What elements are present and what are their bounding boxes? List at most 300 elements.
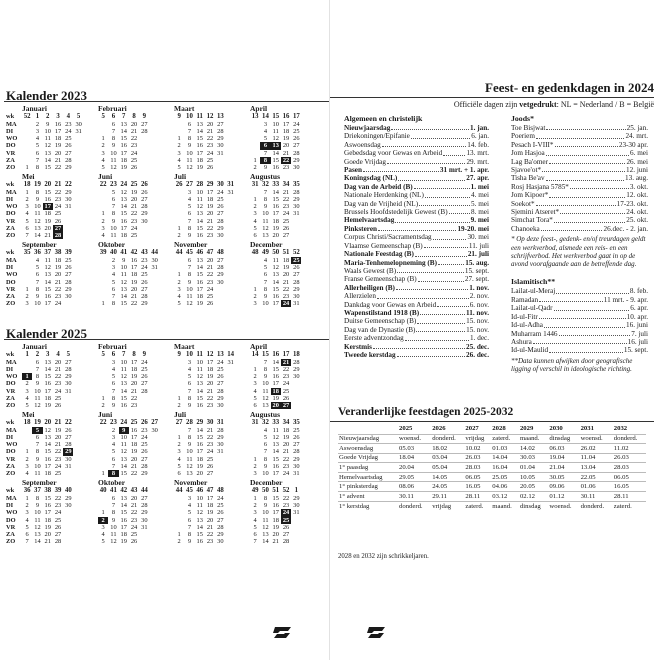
day-cell: 8: [263, 285, 268, 293]
day-cell: 15: [120, 394, 127, 402]
week-column: [149, 257, 159, 307]
day-cell: 16: [196, 441, 203, 449]
holiday-date: 11. nov.: [466, 308, 489, 317]
week-column: [63, 427, 73, 477]
day-cell: 25: [65, 257, 72, 265]
month-name-spacer: [6, 478, 22, 487]
date-cell: 25.05: [491, 472, 519, 482]
holiday-item: [511, 124, 648, 132]
day-cell: 4: [263, 257, 268, 265]
day-cell: 20: [130, 380, 138, 388]
date-cell: 01.12: [548, 492, 579, 502]
day-cell: 17: [130, 264, 138, 272]
holiday-item: [344, 267, 489, 275]
day-cell: [98, 359, 108, 366]
day-cell: 21: [206, 387, 214, 395]
day-cell: 6: [187, 210, 192, 218]
day-cell: 3: [253, 509, 257, 517]
day-cell: 20: [54, 149, 62, 157]
week-column: [260, 427, 270, 477]
dot-leader: [397, 267, 464, 273]
day-cell: 2: [177, 232, 181, 240]
day-cell: 12: [196, 373, 203, 381]
day-cell: [98, 203, 108, 210]
week-column: [184, 257, 194, 307]
day-cell: 11: [44, 135, 51, 143]
week-column: [195, 495, 205, 545]
day-cell: 29: [217, 394, 224, 402]
day-cell: 4: [101, 232, 105, 240]
day-cell: 13: [196, 120, 203, 128]
week-column: [63, 257, 73, 307]
day-cell: 22: [206, 530, 214, 538]
day-cell: 26: [293, 264, 300, 272]
day-cell: 16: [44, 380, 51, 388]
day-cell: 1: [101, 394, 105, 402]
dot-leader: [387, 158, 465, 164]
day-cell: 10: [110, 523, 117, 531]
day-cell: 28: [54, 538, 62, 546]
day-grid: [98, 257, 174, 307]
day-cell: 16: [120, 217, 127, 225]
week-column: [98, 495, 108, 545]
day-cell: 6: [111, 120, 116, 128]
week-number: 1: [35, 113, 40, 120]
day-cell: [139, 164, 149, 171]
day-cell: 29: [141, 470, 148, 478]
day-cell: [174, 189, 184, 196]
week-number: 49: [251, 487, 259, 495]
day-cell: 26: [206, 163, 214, 171]
holiday-name: Pesach I-VIII*: [511, 140, 554, 149]
day-cell: [98, 279, 108, 286]
week-column: [174, 121, 184, 171]
day-cell: 12: [262, 523, 269, 531]
dot-leader: [438, 259, 464, 265]
week-number: 5: [66, 351, 71, 358]
holiday-name: Jom Kipoer*: [511, 191, 549, 200]
day-cell: [73, 150, 83, 157]
holiday-date: 17-23. okt.: [616, 199, 648, 208]
table-row: [338, 501, 646, 511]
week-column: [119, 495, 129, 545]
week-number-row: [250, 487, 326, 495]
holiday-day-cell: 5: [32, 427, 42, 434]
week-number: 45: [186, 249, 193, 257]
month-name: December: [250, 240, 283, 250]
month-name: April: [250, 104, 268, 113]
day-cell: 23: [206, 441, 214, 449]
day-cell: 9: [263, 203, 268, 211]
holiday-date: 10. apr.: [626, 312, 648, 321]
day-cell: 23: [206, 278, 214, 286]
week-column: [215, 189, 225, 239]
day-cell: 28: [282, 538, 290, 546]
week-column: [98, 359, 108, 409]
day-cell: 30: [217, 278, 224, 286]
day-cell: 23: [282, 462, 290, 470]
day-cell: 30: [65, 455, 72, 463]
day-cell: [22, 271, 32, 278]
holiday-date: 15. nov.: [466, 325, 489, 334]
day-cell: 8: [111, 210, 116, 218]
day-cell: 16: [272, 502, 279, 510]
holiday-date: 7. juli: [631, 329, 648, 338]
day-cell: [98, 463, 108, 470]
date-cell: 24.05: [431, 482, 464, 492]
day-cell: 16: [130, 426, 138, 434]
week-number: 36: [23, 487, 31, 495]
day-cell: 5: [263, 135, 268, 143]
week-column: [174, 427, 184, 477]
dot-leader: [449, 208, 470, 214]
week-number: 9: [142, 113, 147, 120]
holiday-name: Aswoensdag: [344, 140, 381, 149]
week-number: 9: [177, 113, 181, 120]
holiday-date: 9. mei: [470, 216, 489, 225]
day-cell: 9: [187, 401, 192, 409]
date-cell: dinsdag: [548, 434, 579, 444]
day-grid: [250, 427, 326, 477]
week-number: 33: [272, 181, 280, 189]
date-cell: 14.04: [491, 453, 519, 463]
day-cell: 22: [54, 495, 62, 503]
month-block: [98, 104, 174, 171]
year-header: 2027: [465, 425, 479, 433]
day-cell: 26: [54, 217, 62, 225]
day-cell: 8: [111, 135, 116, 143]
day-cell: 3: [25, 509, 29, 517]
day-label: ZO: [6, 163, 16, 171]
week-column: [291, 121, 301, 171]
day-cell: [63, 402, 73, 409]
holiday-date: 6. nov.: [469, 300, 489, 309]
dot-leader: [559, 330, 631, 336]
holiday-day-cell: 8: [260, 157, 270, 164]
day-cell: 16: [120, 516, 127, 524]
holiday-name: Chanoeka: [511, 224, 540, 233]
week-column: [22, 427, 32, 477]
day-cell: [174, 128, 184, 135]
day-cell: 5: [187, 203, 192, 211]
day-cell: 29: [293, 285, 300, 293]
day-cell: [139, 225, 149, 232]
week-column: [149, 427, 159, 477]
date-cell: 01.03: [491, 444, 519, 454]
month-name: November: [174, 240, 208, 250]
day-cell: 28: [141, 292, 148, 300]
day-cell: 3: [25, 300, 29, 308]
week-column: [205, 359, 215, 409]
week-number: 26: [140, 419, 148, 427]
day-cell: 27: [54, 530, 62, 538]
day-cell: 7: [263, 149, 268, 157]
day-cell: 7: [253, 538, 257, 546]
day-cell: 17: [130, 434, 138, 442]
day-cell: 22: [130, 470, 138, 478]
holiday-name: Hemelvaartsdag: [344, 216, 395, 225]
day-cell: 18: [130, 271, 138, 279]
day-cell: 2: [253, 163, 257, 171]
holiday-day-cell: 25: [282, 516, 290, 524]
week-column: [205, 189, 215, 239]
day-cell: [225, 366, 235, 373]
day-cell: 10: [186, 285, 193, 293]
day-cell: 8: [35, 373, 40, 381]
day-cell: 29: [293, 365, 300, 373]
day-cell: 5: [35, 142, 40, 150]
day-cell: 18: [44, 470, 51, 478]
day-cell: 1: [25, 495, 29, 503]
week-number-row: [250, 419, 326, 427]
day-cell: 14: [44, 441, 51, 449]
day-cell: 15: [196, 224, 203, 232]
day-cell: 10: [120, 434, 127, 442]
week-number: 38: [44, 487, 52, 495]
week-number: 30: [206, 419, 214, 427]
day-cell: 20: [54, 271, 62, 279]
day-cell: 3: [111, 264, 116, 272]
week-number: 13: [216, 351, 224, 358]
week-number: 52: [23, 113, 31, 120]
day-cell: 15: [196, 434, 203, 442]
week-number: 22: [64, 419, 72, 427]
day-cell: [22, 359, 32, 366]
day-label: DI: [6, 434, 14, 442]
holiday-item: [344, 292, 489, 300]
week-number: 31: [216, 419, 224, 427]
day-label: MA: [6, 120, 17, 128]
day-cell: 30: [151, 426, 158, 434]
dot-leader: [536, 132, 624, 138]
day-cell: 7: [263, 278, 268, 286]
holiday-item: [511, 191, 648, 199]
day-cell: [98, 366, 108, 373]
day-cell: 30: [293, 203, 300, 211]
day-cell: 11: [120, 271, 127, 279]
day-cell: 28: [141, 127, 148, 135]
day-cell: 2: [177, 538, 181, 546]
day-cell: [225, 388, 235, 395]
month-name: April: [250, 342, 268, 351]
week-column: [22, 121, 32, 171]
holiday-item: [344, 309, 489, 317]
day-cell: 6: [177, 470, 181, 478]
day-cell: 10: [262, 300, 269, 308]
subtitle-text: Officiële dagen zijn: [453, 100, 520, 109]
week-column: [281, 495, 291, 545]
day-cell: 5: [263, 264, 268, 272]
day-cell: 29: [217, 224, 224, 232]
week-column: [250, 121, 260, 171]
holiday-day-cell: 13: [272, 142, 279, 150]
calendar-title: Kalender 2025: [6, 326, 88, 341]
day-cell: [73, 135, 83, 142]
week-number: 5: [76, 113, 81, 120]
day-cell: [149, 279, 159, 286]
day-cell: 23: [282, 292, 290, 300]
day-cell: 13: [196, 516, 203, 524]
week-number: 35: [292, 181, 300, 189]
day-cell: 6: [111, 380, 116, 388]
day-cell: [225, 210, 235, 217]
day-cell: 19: [130, 278, 138, 286]
week-column: [215, 359, 225, 409]
day-cell: 31: [293, 210, 300, 218]
day-cell: [149, 271, 159, 278]
date-cell: 08.06: [398, 482, 431, 492]
day-cell: 10: [196, 188, 203, 196]
day-cell: 9: [35, 455, 40, 463]
week-column: [43, 427, 53, 477]
day-cell: 10: [272, 120, 279, 128]
holiday-date: 26. mei: [626, 157, 648, 166]
holiday-item: [344, 141, 489, 149]
month-name: Augustus: [250, 410, 281, 420]
day-cell: 30: [293, 462, 300, 470]
day-cell: 3: [177, 448, 181, 456]
week-number: 41: [120, 249, 128, 257]
joods-list: [511, 115, 648, 373]
day-cell: 8: [35, 495, 40, 503]
day-cell: 31: [151, 264, 158, 272]
day-cell: 31: [227, 188, 234, 196]
day-cell: [63, 470, 73, 477]
day-cell: 22: [54, 285, 62, 293]
day-cell: 1: [177, 394, 181, 402]
holiday-date: 16. juni: [626, 321, 648, 330]
date-cell: 03.12: [491, 492, 519, 502]
day-cell: 21: [282, 149, 290, 157]
month-block: [98, 240, 174, 307]
week-number-row: [22, 487, 98, 495]
month-name: December: [250, 478, 283, 488]
day-cell: 7: [111, 387, 116, 395]
day-cell: 4: [177, 292, 181, 300]
week-label: wk: [6, 113, 15, 120]
day-cell: [63, 395, 73, 402]
day-cell: 30: [141, 217, 148, 225]
day-cell: 21: [282, 448, 290, 456]
day-cell: 26: [54, 523, 62, 531]
day-cell: [174, 517, 184, 524]
week-number: 23: [110, 419, 117, 427]
month-name-spacer: [6, 410, 22, 419]
day-cell: 2: [25, 196, 29, 204]
week-column: [260, 189, 270, 239]
week-column: [22, 189, 32, 239]
dot-leader: [536, 200, 616, 206]
day-cell: 9: [111, 516, 116, 524]
day-cell: 22: [54, 188, 62, 196]
day-cell: [174, 380, 184, 387]
holiday-item: [344, 343, 489, 351]
day-cell: 1: [25, 448, 29, 456]
holiday-date: 11. juli: [468, 241, 489, 250]
day-cell: 21: [54, 441, 62, 449]
week-number: 17: [292, 113, 300, 120]
date-cell: 01.04: [519, 463, 548, 473]
holiday-day-cell: 24: [282, 509, 290, 517]
day-cell: 23: [282, 502, 290, 510]
day-cell: [225, 395, 235, 402]
day-labels: [6, 342, 22, 409]
day-cell: 14: [120, 462, 127, 470]
day-cell: 20: [196, 470, 203, 478]
day-cell: 28: [141, 203, 148, 211]
week-column: [281, 257, 291, 307]
day-cell: [22, 142, 32, 149]
day-cell: [98, 388, 108, 395]
dot-leader: [542, 166, 625, 172]
holiday-item: [344, 275, 489, 283]
date-cell: 09.06: [548, 482, 579, 492]
day-cell: [98, 293, 108, 300]
week-column: [205, 121, 215, 171]
day-cell: 23: [54, 380, 62, 388]
day-cell: [22, 257, 32, 264]
day-cell: 14: [44, 156, 51, 164]
date-cell: 03.04: [431, 453, 464, 463]
dot-leader: [546, 124, 625, 130]
day-cell: 7: [111, 203, 116, 211]
day-cell: 26: [282, 523, 290, 531]
day-cell: 19: [120, 163, 127, 171]
holiday-item: [344, 216, 489, 224]
day-label: VR: [6, 217, 16, 225]
day-cell: [149, 448, 159, 455]
week-number: 29: [206, 181, 214, 189]
day-grid: [174, 427, 250, 477]
week-number: 16: [272, 351, 280, 358]
day-cell: [291, 225, 301, 232]
holiday-date: 1. nov.: [469, 283, 489, 292]
day-cell: 8: [35, 448, 40, 456]
week-column: [250, 189, 260, 239]
week-number-row: [22, 113, 98, 121]
day-cell: 19: [44, 401, 51, 409]
day-cell: 29: [65, 188, 72, 196]
day-cell: 30: [217, 538, 224, 546]
month-block: [250, 478, 326, 545]
day-cell: [215, 456, 225, 463]
day-cell: 26: [65, 264, 72, 272]
day-cell: [291, 517, 301, 524]
day-cell: 15: [44, 163, 51, 171]
day-cell: 22: [282, 196, 290, 204]
day-cell: 19: [54, 142, 62, 150]
day-cell: 20: [206, 210, 214, 218]
day-grid: [250, 121, 326, 171]
week-column: [184, 427, 194, 477]
holiday-item: [344, 166, 489, 174]
day-cell: 2: [111, 426, 116, 434]
holiday-date: 15. sept.: [623, 346, 648, 355]
dot-leader: [417, 317, 465, 323]
day-grid: [22, 359, 98, 409]
holiday-name: Corpus Christi/Sacramentsdag: [344, 233, 432, 242]
week-number: 1: [294, 487, 299, 495]
day-cell: 16: [196, 538, 203, 546]
day-cell: 30: [65, 292, 72, 300]
holiday-item: [511, 321, 648, 329]
week-number: 25: [130, 181, 138, 189]
day-cell: 7: [111, 462, 116, 470]
day-cell: 29: [65, 373, 72, 381]
day-cell: [63, 300, 73, 307]
holiday-name: Vlaamse Gemeenschap (B): [344, 241, 423, 250]
day-cell: 17: [206, 188, 214, 196]
